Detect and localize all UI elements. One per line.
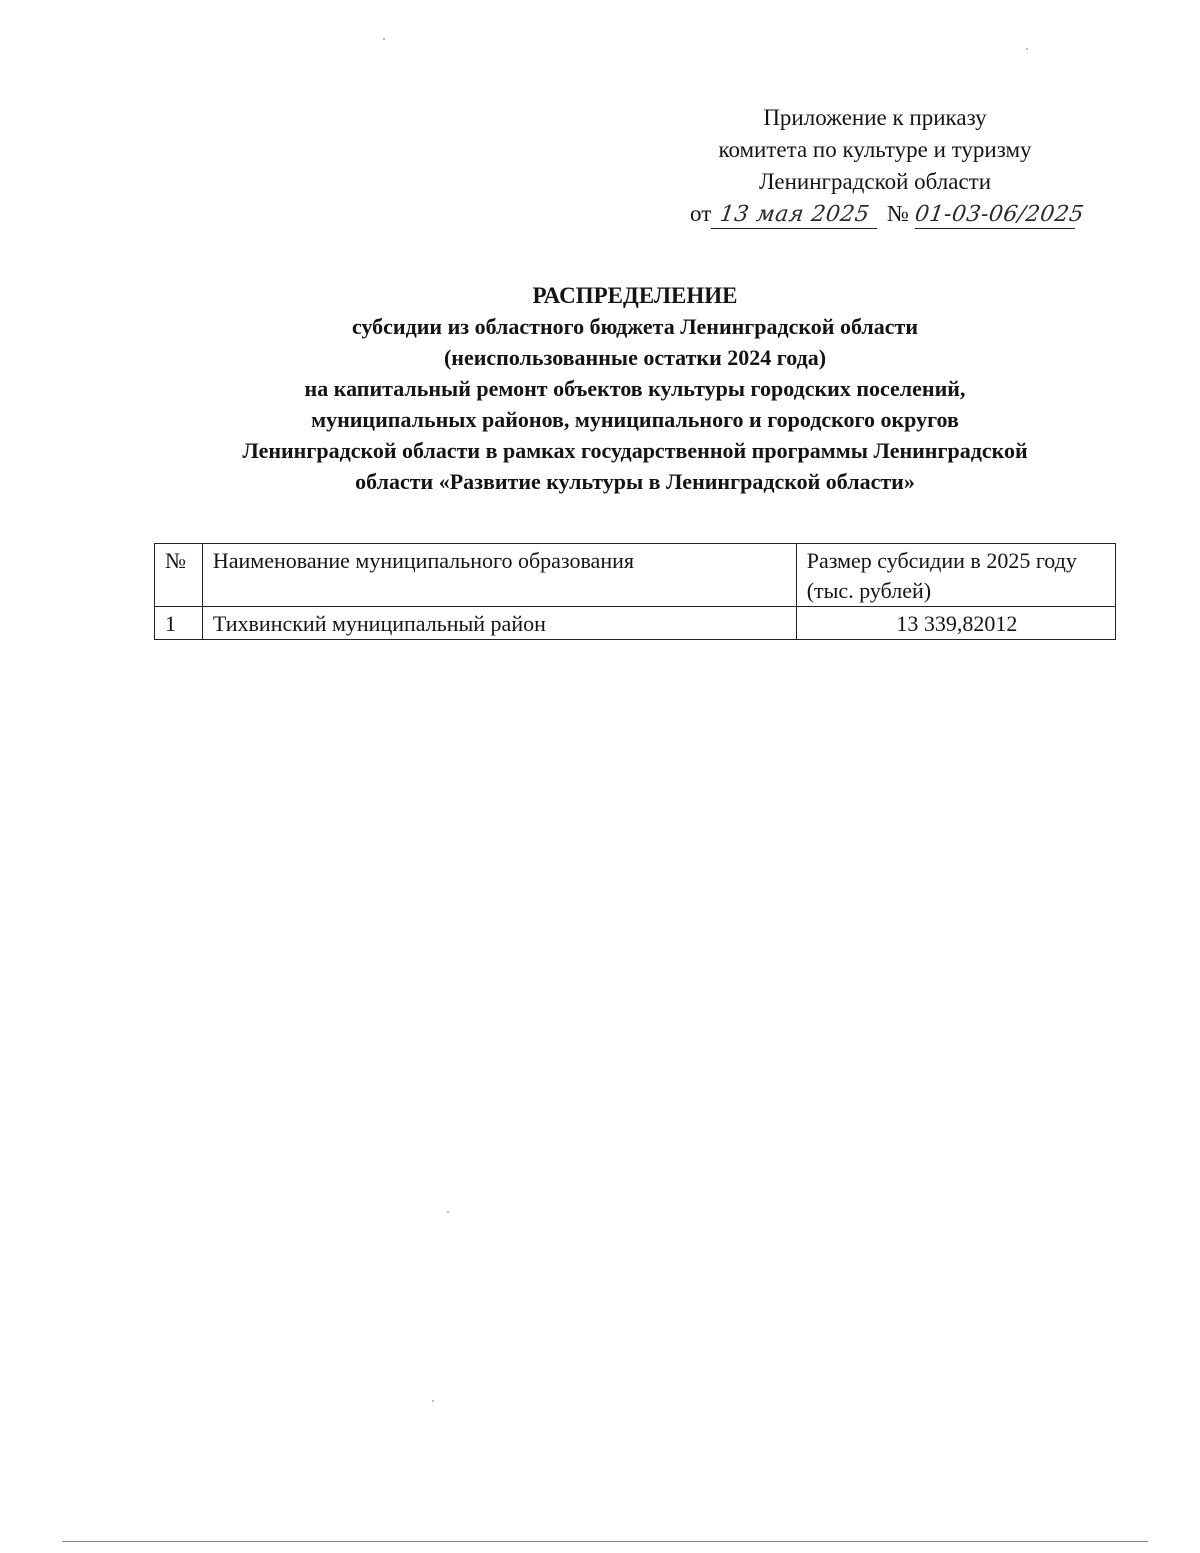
title-line: муниципальных районов, муниципального и городского округов: [311, 407, 959, 432]
title-line: области «Развитие культуры в Ленинградской области»: [355, 469, 915, 494]
scan-speck: [383, 38, 385, 40]
scan-speck: [447, 1211, 449, 1213]
row-name: Тихвинский муниципальный район: [202, 607, 796, 640]
title-line: на капитальный ремонт объектов культуры городских поселений,: [304, 376, 966, 401]
number-prefix: №: [887, 201, 909, 226]
title-line: (неиспользованные остатки 2024 года): [443, 345, 827, 370]
footer-divider: [62, 1541, 1148, 1542]
appendix-header: [640, 102, 1110, 230]
order-date-number-line: [640, 198, 1110, 230]
document-title-block: [140, 280, 1130, 497]
scan-speck: [432, 1400, 434, 1402]
scan-speck: [1026, 48, 1028, 50]
handwritten-date: 13 мая 2025: [717, 202, 871, 227]
subsidy-table: [154, 543, 1116, 640]
header-name: Наименование муниципального образования: [202, 544, 796, 607]
row-num: 1: [155, 607, 203, 640]
header-num: №: [155, 544, 203, 607]
document-heading: РАСПРЕДЕЛЕНИЕ: [532, 283, 738, 308]
appendix-line-1: Приложение к приказу: [763, 105, 987, 130]
table-header-row: [155, 544, 1116, 607]
number-field: [913, 201, 1086, 229]
title-line: Ленинградской области в рамках государственной программы Ленинградской: [242, 438, 1028, 463]
date-field: [711, 201, 877, 229]
appendix-line-2: комитета по культуре и туризму: [718, 137, 1032, 162]
title-line: субсидии из областного бюджета Ленинградской области: [351, 314, 919, 339]
table-row: [155, 607, 1116, 640]
handwritten-number: 01-03-06/2025: [913, 202, 1086, 227]
row-amount: 13 339,82012: [796, 607, 1115, 640]
header-amount: Размер субсидии в 2025 году (тыс. рублей): [796, 544, 1115, 607]
appendix-line-3: Ленинградской области: [758, 169, 992, 194]
date-prefix: от: [690, 201, 712, 226]
